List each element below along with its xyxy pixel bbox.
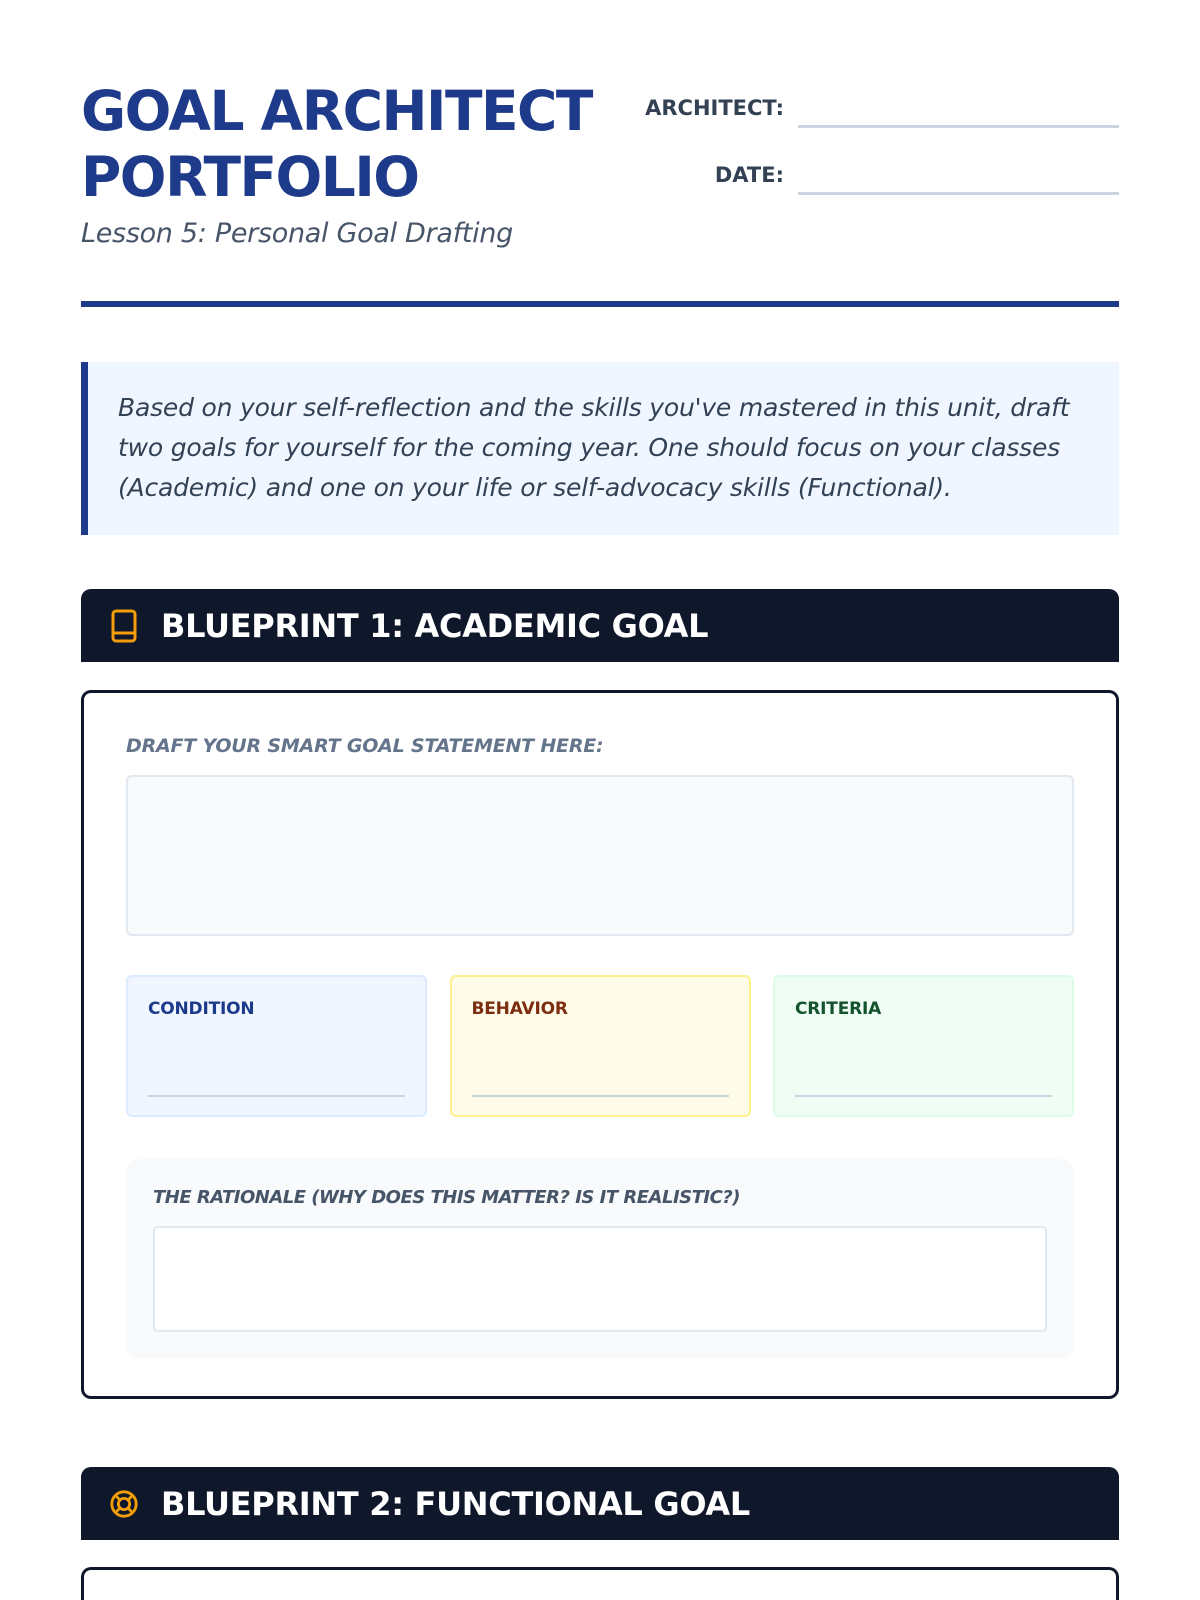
blueprint-2-card	[81, 1567, 1119, 1600]
page-header	[81, 0, 1119, 307]
blueprint-1-header	[81, 589, 1119, 662]
condition-field[interactable]	[148, 1095, 405, 1097]
blueprint-2-title: BLUEPRINT 2: FUNCTIONAL GOAL	[161, 1484, 750, 1523]
architect-row	[638, 88, 1119, 128]
draft-goal-field[interactable]	[126, 775, 1074, 936]
draft-goal-label: DRAFT YOUR SMART GOAL STATEMENT HERE:	[126, 735, 604, 757]
rationale-field[interactable]	[153, 1226, 1047, 1332]
instructions-callout	[81, 362, 1119, 535]
criteria-box	[773, 975, 1074, 1117]
date-label: DATE:	[714, 163, 784, 187]
page-title-line-1: GOAL ARCHITECT	[81, 79, 592, 143]
header-divider	[81, 301, 1119, 307]
behavior-field[interactable]	[472, 1095, 729, 1097]
date-row	[638, 155, 1119, 195]
lesson-subtitle: Lesson 5: Personal Goal Drafting	[81, 218, 513, 249]
instructions-text: Based on your self-reflection and the skills you've mastered in this unit, draft two goals for yourself for the coming year. One should focus on your classes (Academic) and one on your life or self-advocacy skills (Functional).	[118, 393, 1070, 502]
condition-behavior-criteria-row	[126, 975, 1074, 1117]
lifebuoy-icon	[109, 1487, 139, 1521]
criteria-label: CRITERIA	[795, 999, 882, 1019]
architect-label: ARCHITECT:	[645, 96, 784, 120]
blueprint-1-card	[81, 690, 1119, 1399]
rationale-panel	[126, 1159, 1074, 1359]
behavior-label: BEHAVIOR	[471, 999, 568, 1019]
condition-label: CONDITION	[148, 999, 255, 1019]
blueprint-1-title: BLUEPRINT 1: ACADEMIC GOAL	[161, 606, 709, 645]
criteria-field[interactable]	[795, 1095, 1052, 1097]
book-icon	[109, 609, 139, 643]
page-title-line-2: PORTFOLIO	[81, 145, 419, 209]
blueprint-2-header	[81, 1467, 1119, 1540]
date-field[interactable]	[798, 155, 1119, 195]
architect-field[interactable]	[798, 88, 1119, 128]
rationale-label: THE RATIONALE (WHY DOES THIS MATTER? IS IT REALISTIC?)	[153, 1187, 740, 1208]
behavior-box	[450, 975, 751, 1117]
condition-box	[126, 975, 427, 1117]
page-title	[81, 78, 592, 210]
